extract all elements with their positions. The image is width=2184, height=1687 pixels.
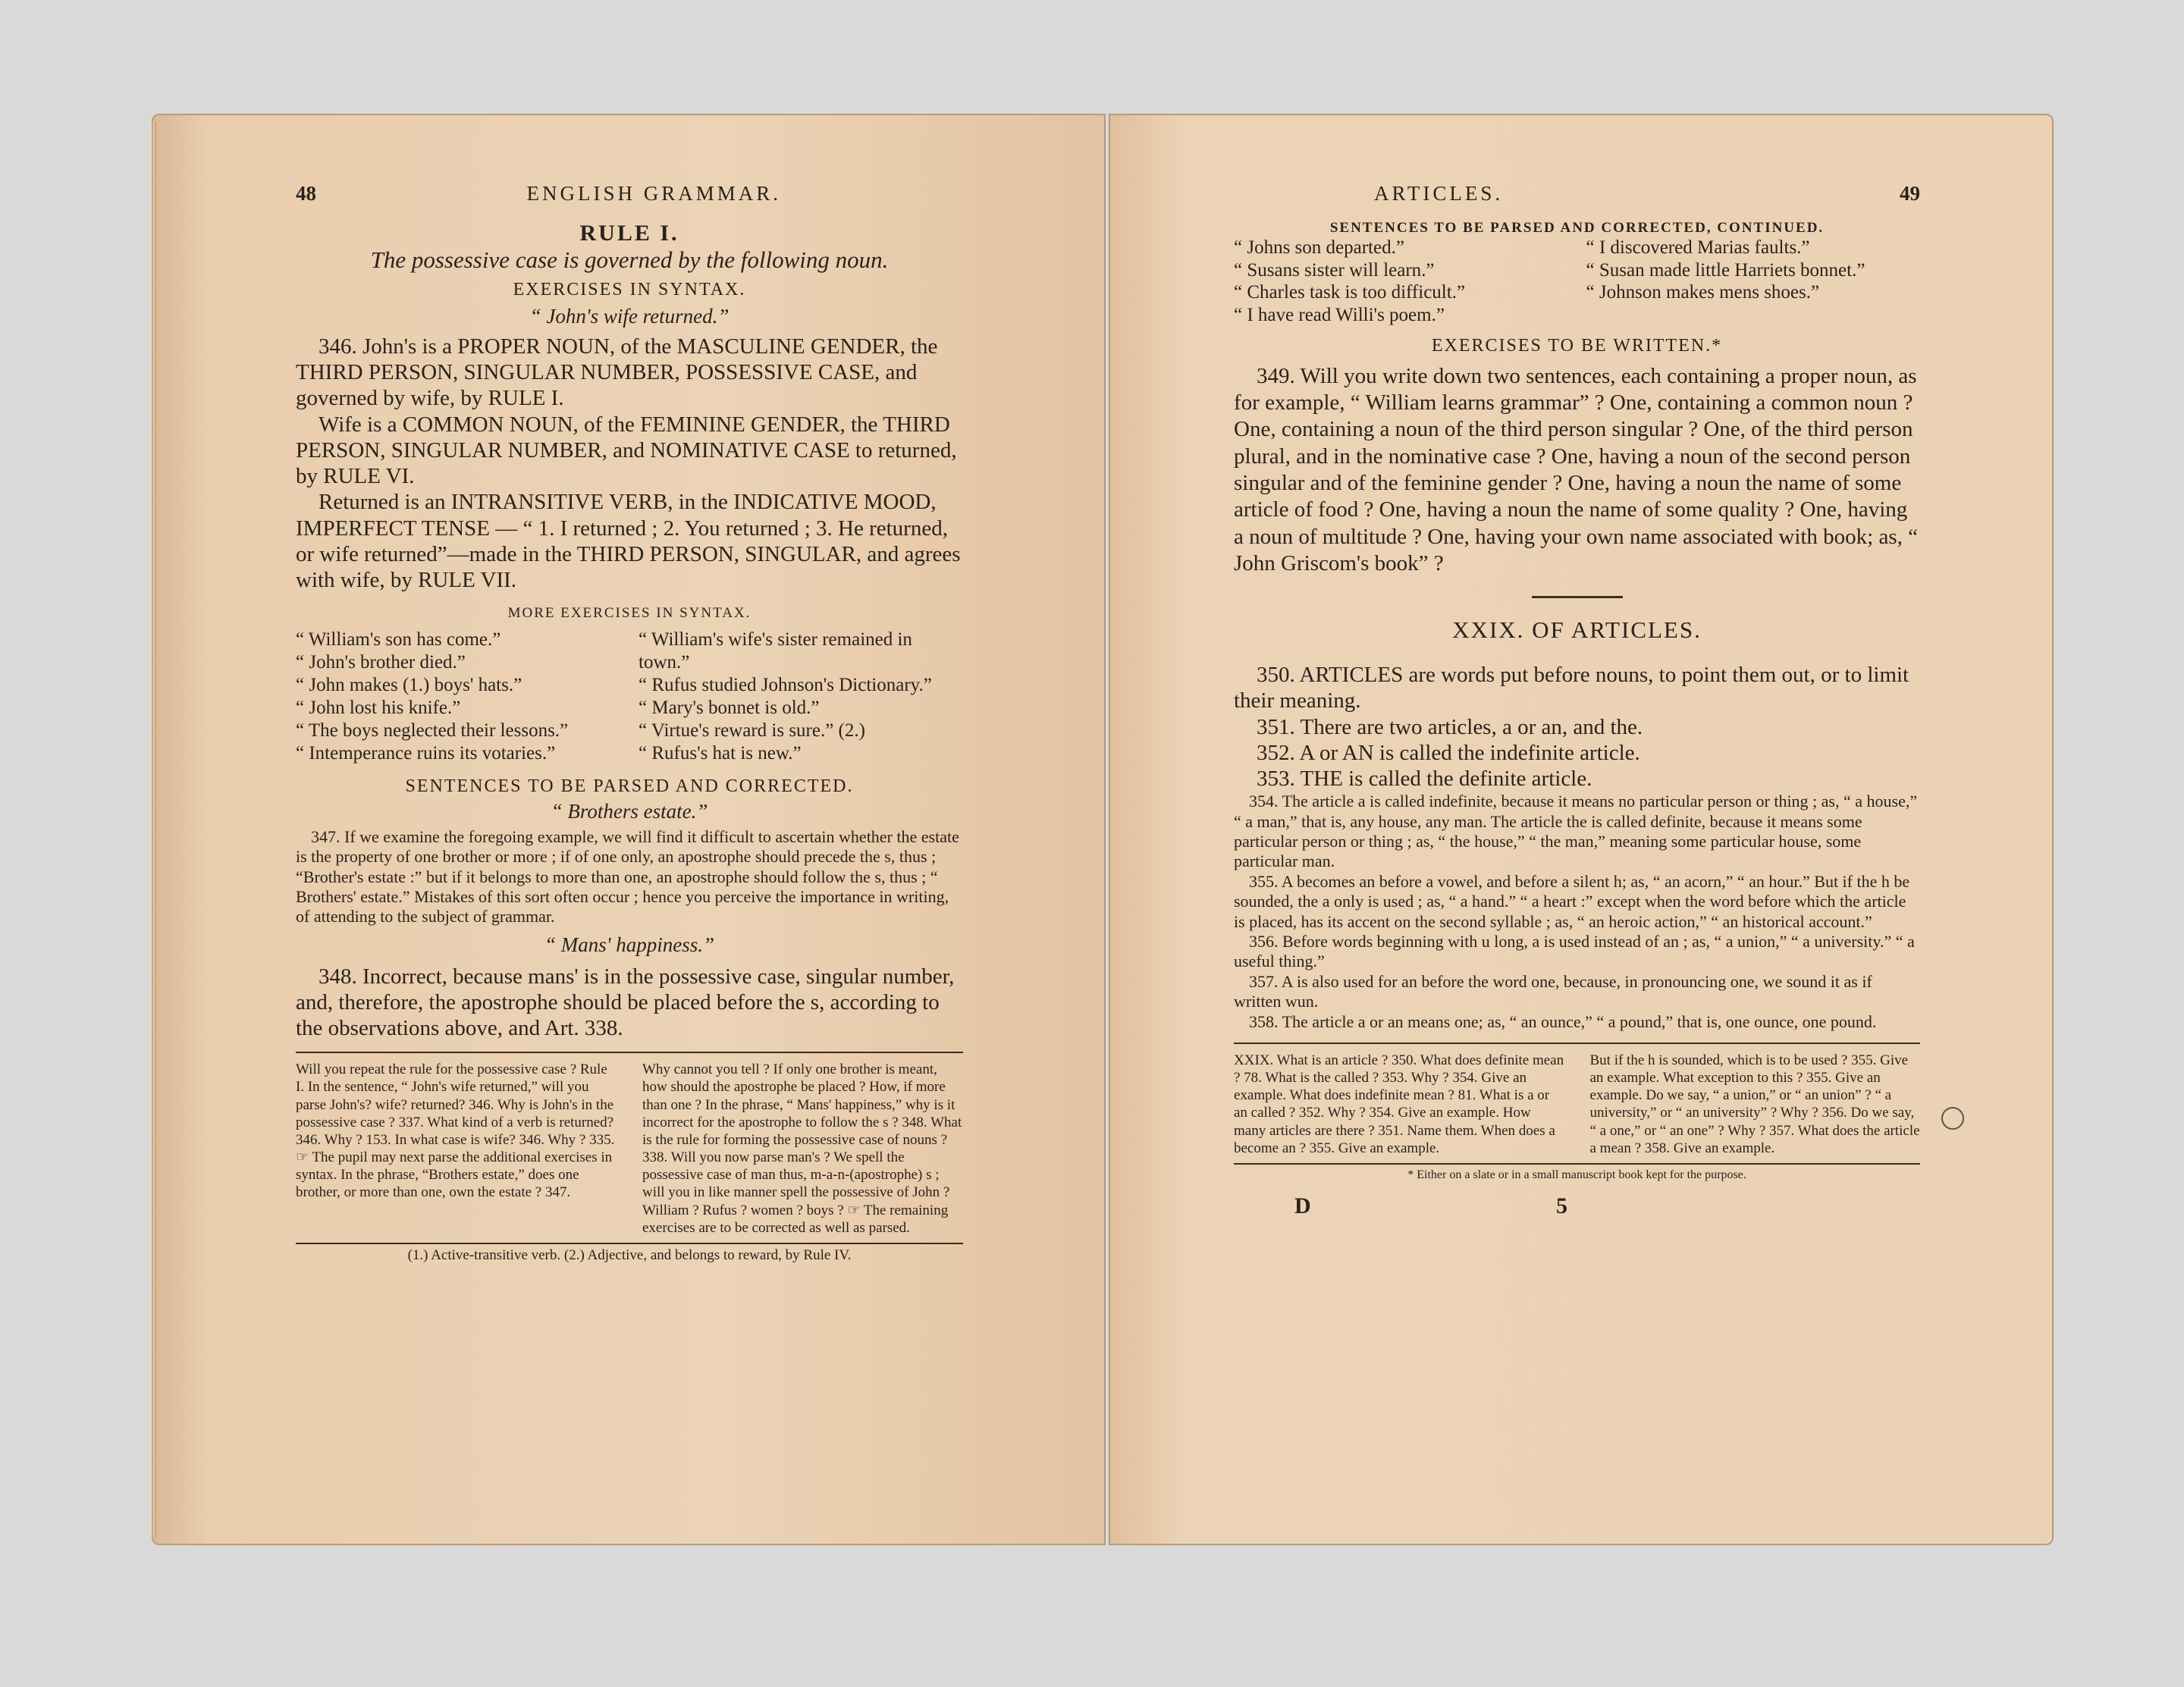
paragraph-347: 347. If we examine the foregoing example, we will find it difficult to ascertain whether the estate is the property of one brother or more ; if of one only, an apostrophe should precede the s, thus ; “Brother's estate :” but if it belongs to more than one, an apostrophe should follow the s, thus ; “ Brothers' estate.” Mistakes of this sort often occur ; hence you perceive the importance in writing, of attending to the subject of grammar. bbox=[296, 826, 959, 927]
paragraph-356: 356. Before words beginning with u long, a is used instead of an ; as, “ a union,” “ a university.” “ a useful thing.” bbox=[1234, 931, 1915, 971]
page-number: 49 bbox=[1900, 182, 1920, 205]
brothers-quote: “ Brothers estate.” bbox=[551, 799, 708, 823]
questions-right: Why cannot you tell ? If only one brother is meant, how should the apostrophe be placed ? How, if more than one ? In the phrase, “ Mans' happiness,” why is it incorrect for the apostrophe to follow the s ? 348. What is the rule for forming the possessive case of nouns ? 338. Will you now parse man's ? We spell the possessive case of man thus, m-a-n-(apostrophe) s ; will you in like manner spell the possessive of John ? William ? Rufus ? women ? boys ? ☞ The remaining exercises are to be corrected as well as parsed. bbox=[642, 1061, 962, 1236]
divider-line bbox=[296, 1052, 963, 1053]
running-head: ENGLISH GRAMMAR. bbox=[526, 182, 781, 205]
exercise-item: “ Virtue's reward is sure.” (2.) bbox=[639, 720, 865, 741]
questions-left: XXIX. What is an article ? 350. What does definite mean ? 78. What is the called ? 353. Why ? 354. Give an example. What does indefinite mean ? 81. What is a or an called ? 352. Why ? 354. Give an example. How many articles are there ? 351. Name them. When does a become an ? 355. Give an example. bbox=[1234, 1052, 1564, 1156]
more-exercises-right bbox=[639, 629, 963, 765]
questions-left: Will you repeat the rule for the possessive case ? Rule I. In the sentence, “ John's wife returned,” will you parse John's? wife? returned? 346. Why is John's in the possessive case ? 337. What kind of a verb is returned? 346. Why ? 153. In what case is wife? 346. Why ? 335. ☞ The pupil may next parse the additional exercises in syntax. In the phrase, “Brothers estate,” does one brother, or more than one, own the estate ? 347. bbox=[296, 1061, 615, 1201]
exercises-heading: EXERCISES IN SYNTAX. bbox=[513, 279, 746, 299]
more-exercises-left bbox=[296, 629, 620, 765]
exercise-item: “ John makes (1.) boys' hats.” bbox=[296, 674, 522, 695]
signature-number: 5 bbox=[1556, 1193, 1567, 1219]
paragraph-349: 349. Will you write down two sentences, each containing a proper noun, as for example, “ William learns grammar” ? One, containing a common noun ? One, containing a noun of the third person singular ? One, of the third person plural, and in the nominative case ? One, having a noun of the second person singular and of the feminine gender ? One, having a noun the name of some article of food ? One, having a noun the name of some quality ? One, having a noun of multitude ? One, having your own name associated with book; as, “ John Griscom's book” ? bbox=[1234, 363, 1919, 576]
right-header bbox=[1234, 182, 1920, 206]
more-exercises-heading: MORE EXERCISES IN SYNTAX. bbox=[507, 605, 752, 622]
footnote: * Either on a slate or in a small manuscript book kept for the purpose. bbox=[1407, 1168, 1746, 1181]
paragraph-346: 346. John's is a PROPER NOUN, of the MASCULINE GENDER, the THIRD PERSON, SINGULAR NUMBER, POSSESSIVE CASE, and governed by wife, by RULE I. bbox=[296, 334, 938, 411]
page-edges bbox=[152, 121, 156, 1538]
sentence-item: “ Johnson makes mens shoes.” bbox=[1586, 282, 1820, 303]
sentence-item: “ Susan made little Harriets bonnet.” bbox=[1586, 259, 1866, 281]
paragraph-returned: Returned is an INTRANSITIVE VERB, in the INDICATIVE MOOD, IMPERFECT TENSE — “ 1. I returned ; 2. You returned ; 3. He returned, or wife returned”—made in the THIRD PERSON, SINGULAR, and agrees with wife, by RULE VII. bbox=[296, 490, 961, 592]
continued-heading: SENTENCES TO BE PARSED AND CORRECTED, CONTINUED. bbox=[1329, 219, 1825, 236]
stray-ring-mark bbox=[1941, 1107, 1964, 1130]
open-book bbox=[152, 114, 2054, 1545]
rule-text: The possessive case is governed by the following noun. bbox=[370, 246, 889, 274]
questions-right: But if the h is sounded, which is to be used ? 355. Give an example. What exception to this ? 355. Give an example. Do we say, “ a union,” or “ an union” ? “ a university,” or “ an university” ? Why ? 356. Do we say, “ a one,” or “ an one” ? Why ? 357. What does the article a mean ? 358. Give an example. bbox=[1589, 1052, 1920, 1156]
signature-marks bbox=[1294, 1193, 1567, 1219]
exercise-item: “ John's brother died.” bbox=[296, 651, 466, 673]
divider-line bbox=[296, 1243, 963, 1244]
ornament-divider bbox=[1532, 596, 1623, 598]
paragraph-353: 353. THE is called the definite article. bbox=[1257, 767, 1592, 792]
paragraph-355: 355. A becomes an before a vowel, and before a silent h; as, “ an acorn,” “ an hour.” But if the h be sounded, the a only is used ; as, “ a hand.” “ a heart :” except when the word before which the article is placed, has its accent on the second syllable ; as, “ an heroic action,” “ an historical account.” bbox=[1234, 871, 1910, 931]
questions bbox=[296, 1061, 963, 1237]
paragraph-357: 357. A is also used for an before the word one, because, in pronouncing one, we sound it as if written wun. bbox=[1234, 971, 1872, 1011]
exercise-item: “ Rufus's hat is new.” bbox=[639, 742, 802, 764]
rule-title: RULE I. bbox=[579, 220, 679, 246]
running-head: ARTICLES. bbox=[1374, 182, 1504, 205]
paragraph-350: 350. ARTICLES are words put before nouns, to point them out, or to limit their meaning. bbox=[1234, 663, 1909, 713]
written-heading: EXERCISES TO BE WRITTEN.* bbox=[1431, 336, 1723, 356]
sentence-item: “ I have read Willi's poem.” bbox=[1234, 304, 1445, 325]
example-quote: “ John's wife returned.” bbox=[529, 305, 730, 328]
mans-quote: “ Mans' happiness.” bbox=[544, 933, 715, 956]
left-header bbox=[296, 182, 963, 206]
exercise-item: “ Mary's bonnet is old.” bbox=[639, 697, 820, 718]
exercise-item: “ Rufus studied Johnson's Dictionary.” bbox=[639, 674, 932, 695]
sentence-item: “ I discovered Marias faults.” bbox=[1586, 237, 1810, 259]
footnote: (1.) Active-transitive verb. (2.) Adjective, and belongs to reward, by Rule IV. bbox=[407, 1246, 852, 1263]
exercise-item: “ Intemperance ruins its votaries.” bbox=[296, 742, 556, 764]
sentence-item: “ Susans sister will learn.” bbox=[1234, 259, 1435, 281]
paragraph-354: 354. The article a is called indefinite, because it means no particular person or thing ; as, “ a house,” “ a man,” that is, any house, any man. The article the is called definite, because it means some particular person or thing ; as, “ the house,” “ the man,” meaning some particular house, some particular man. bbox=[1234, 792, 1918, 871]
continued-sentences bbox=[1234, 237, 1920, 326]
exercise-item: “ William's wife's sister remained in town.” bbox=[639, 629, 912, 673]
exercise-item: “ William's son has come.” bbox=[296, 629, 501, 650]
questions bbox=[1234, 1052, 1920, 1157]
signature-letter: D bbox=[1294, 1193, 1311, 1219]
chapter-heading: XXIX. OF ARTICLES. bbox=[1452, 616, 1702, 643]
sentences-heading: SENTENCES TO BE PARSED AND CORRECTED. bbox=[405, 776, 854, 796]
paragraph-351: 351. There are two articles, a or an, and the. bbox=[1257, 714, 1643, 739]
exercise-item: “ The boys neglected their lessons.” bbox=[296, 720, 569, 741]
right-page bbox=[1109, 114, 2054, 1545]
left-page bbox=[152, 114, 1106, 1545]
page-number: 48 bbox=[296, 182, 316, 205]
more-exercises-list bbox=[296, 629, 963, 765]
paragraph-358: 358. The article a or an means one; as, “ an ounce,” “ a pound,” that is, one ounce, one pound. bbox=[1249, 1011, 1877, 1031]
left-page-content bbox=[296, 182, 963, 1265]
continued-right bbox=[1586, 237, 1921, 326]
divider-line bbox=[1234, 1163, 1920, 1165]
sentence-item: “ Charles task is too difficult.” bbox=[1234, 282, 1466, 303]
exercise-item: “ John lost his knife.” bbox=[296, 697, 461, 718]
right-page-content bbox=[1234, 182, 1920, 1220]
divider-line bbox=[1234, 1043, 1920, 1044]
paragraph-348: 348. Incorrect, because mans' is in the possessive case, singular number, and, therefore, the apostrophe should be placed before the s, according to the observations above, and Art. 338. bbox=[296, 964, 955, 1041]
continued-left bbox=[1234, 237, 1568, 326]
paragraph-352: 352. A or AN is called the indefinite article. bbox=[1257, 740, 1640, 765]
paragraph-wife: Wife is a COMMON NOUN, of the FEMININE GENDER, the THIRD PERSON, SINGULAR NUMBER, and NOMINATIVE CASE to returned, by RULE VI. bbox=[296, 412, 957, 489]
sentence-item: “ Johns son departed.” bbox=[1234, 237, 1404, 259]
